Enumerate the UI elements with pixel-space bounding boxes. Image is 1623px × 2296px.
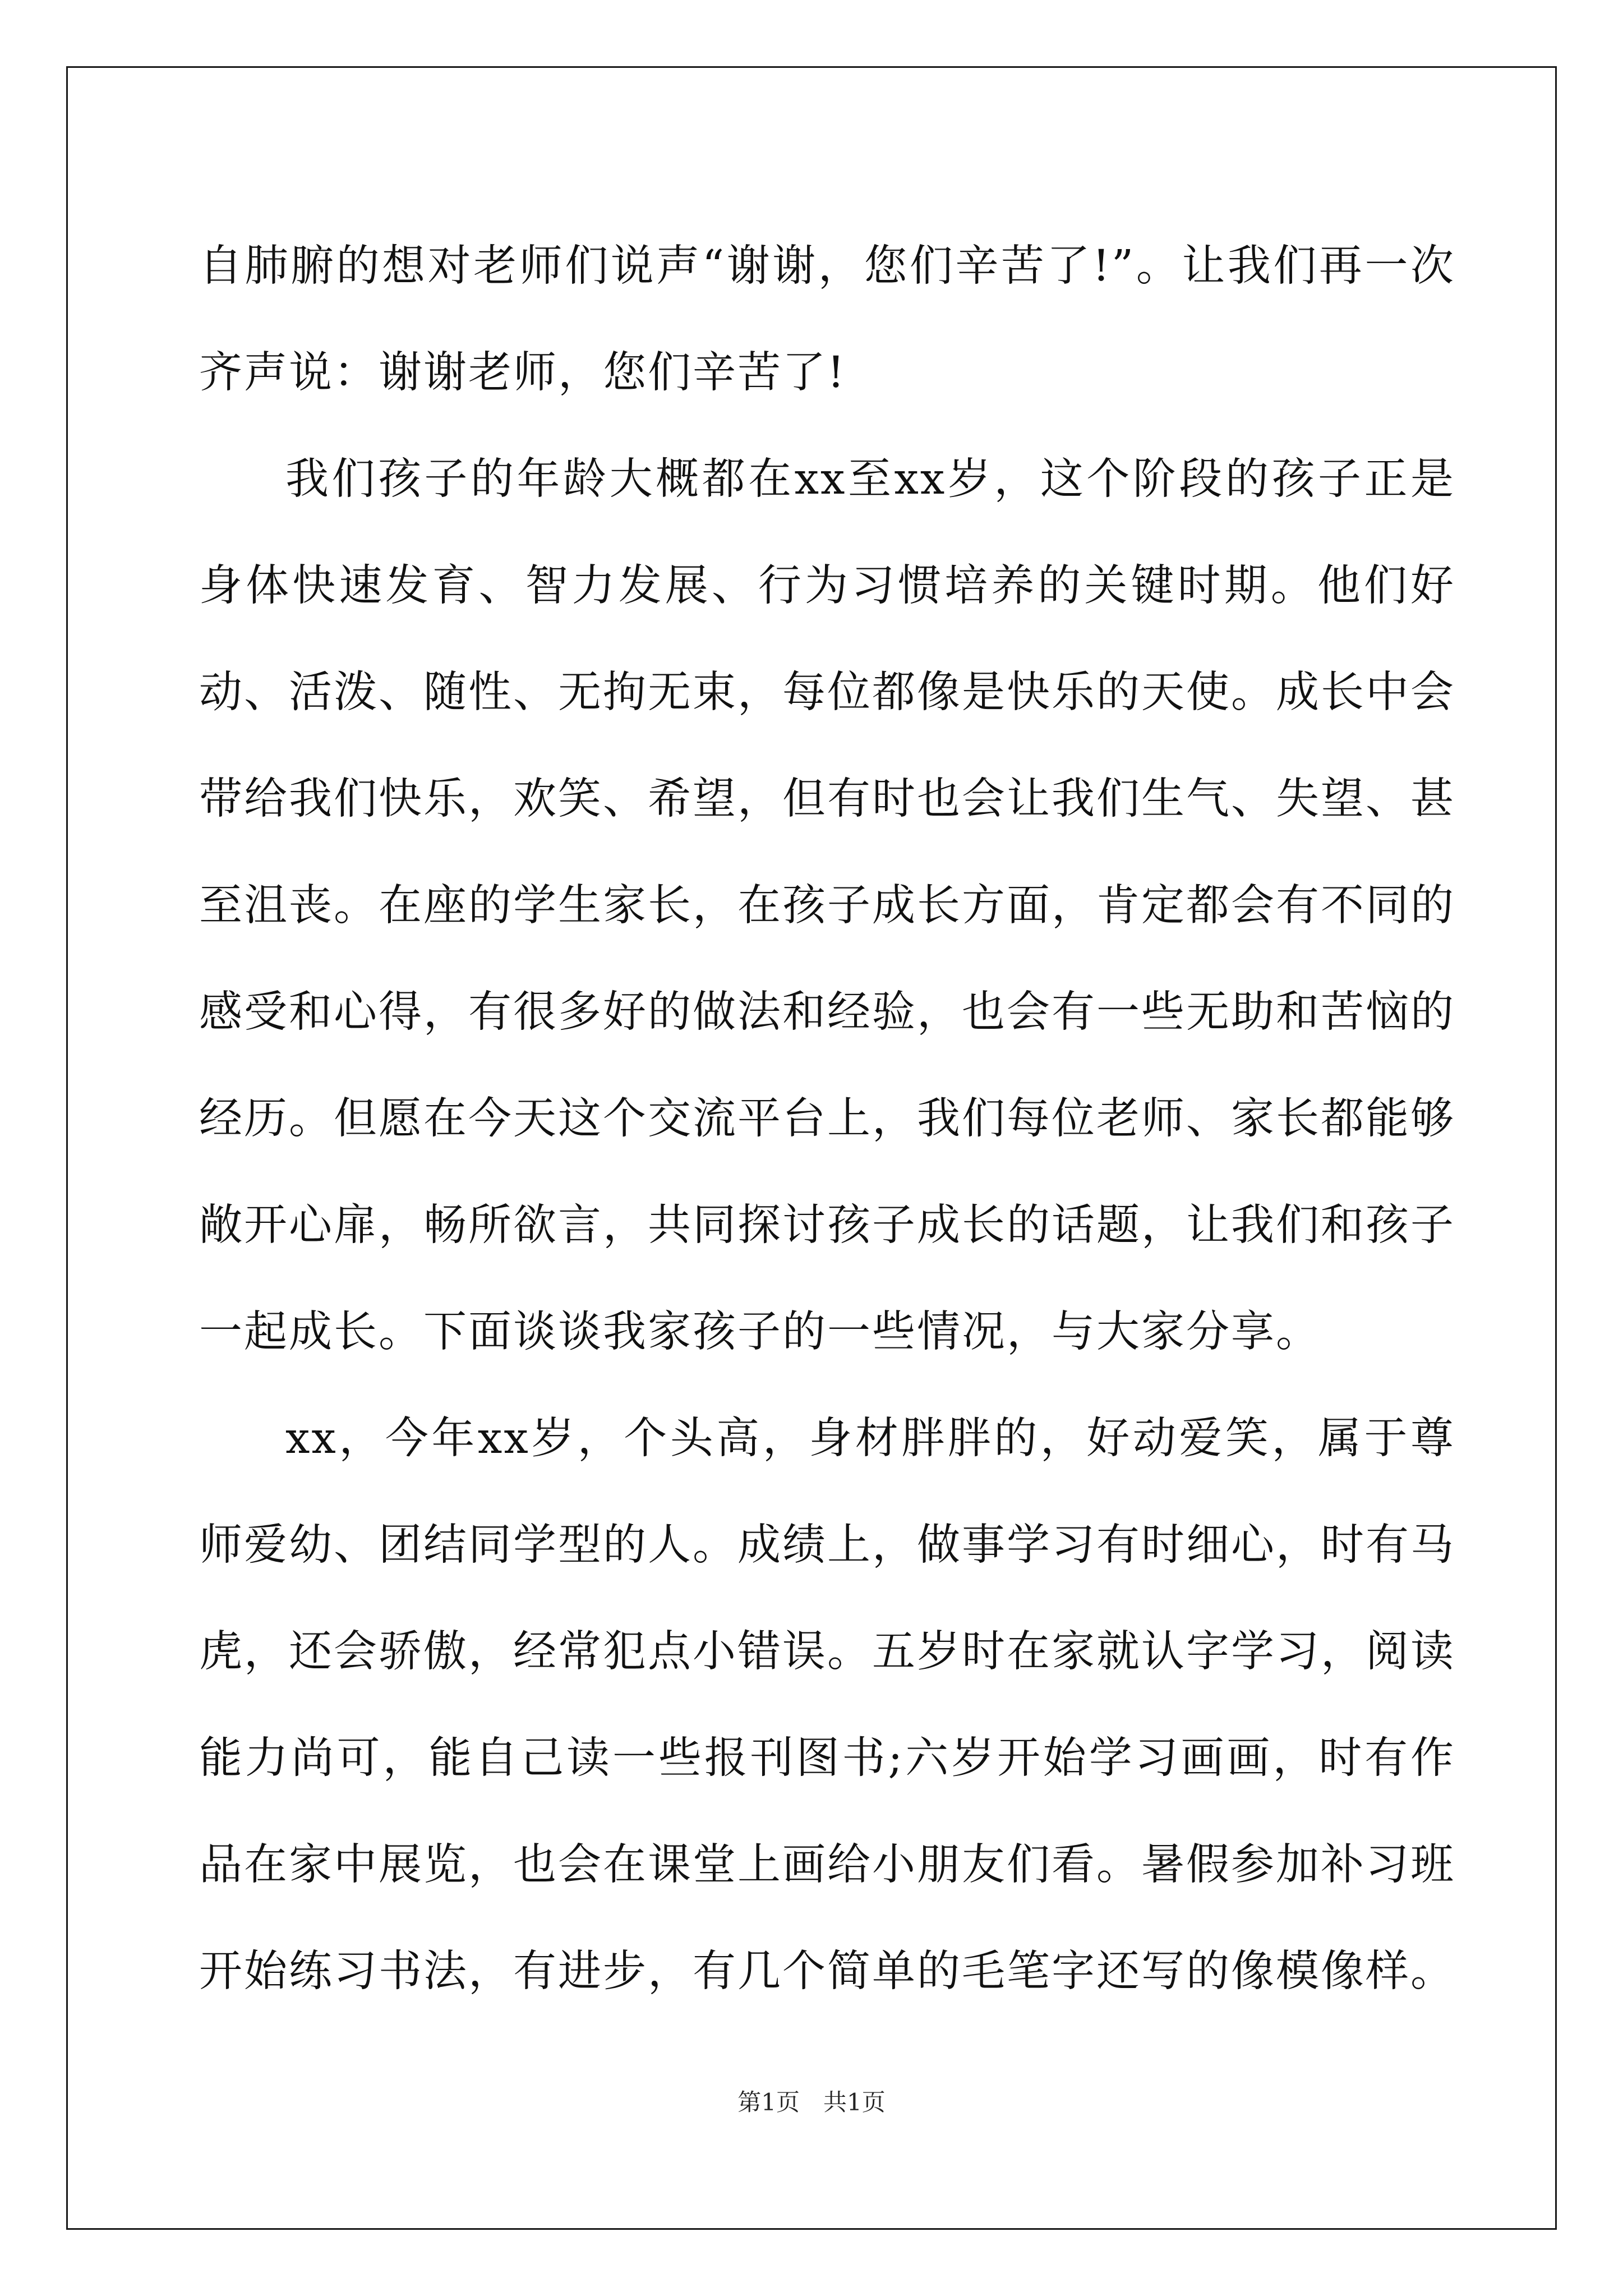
paragraph-3: xx，今年xx岁，个头高，身材胖胖的，好动爱笑，属于尊师爱幼、团结同学型的人。成绩上，做事学习有时细心，时有马虎，还会骄傲，经常犯点小错误。五岁时在家就认字学习，阅读能力尚可，能自己读一些报刊图书;六岁开始学习画画，时有作品在家中展览，也会在课堂上画给小朋友们看。暑假参加补习班开始练习书法，有进步，有几个简单的毛笔字还写的像模像样。 xyxy=(199,1414,1455,1996)
paragraph-1: 自肺腑的想对老师们说声“谢谢，您们辛苦了!”。让我们再一次齐声说：谢谢老师，您们辛苦了! xyxy=(199,241,1455,398)
page-footer xyxy=(0,2086,1623,2119)
page-number-current: 第1页 xyxy=(737,2088,800,2116)
paragraph-2: 我们孩子的年龄大概都在xx至xx岁，这个阶段的孩子正是身体快速发育、智力发展、行为习惯培养的关键时期。他们好动、活泼、随性、无拘无束，每位都像是快乐的天使。成长中会带给我们快乐，欢笑、希望，但有时也会让我们生气、失望、甚至沮丧。在座的学生家长，在孩子成长方面，肯定都会有不同的感受和心得，有很多好的做法和经验，也会有一些无助和苦恼的经历。但愿在今天这个交流平台上，我们每位老师、家长都能够敞开心扉，畅所欲言，共同探讨孩子成长的话题，让我们和孩子一起成长。下面谈谈我家孩子的一些情况，与大家分享。 xyxy=(199,454,1455,1357)
page-number-total: 共1页 xyxy=(823,2088,886,2116)
document-body xyxy=(199,213,1455,2025)
